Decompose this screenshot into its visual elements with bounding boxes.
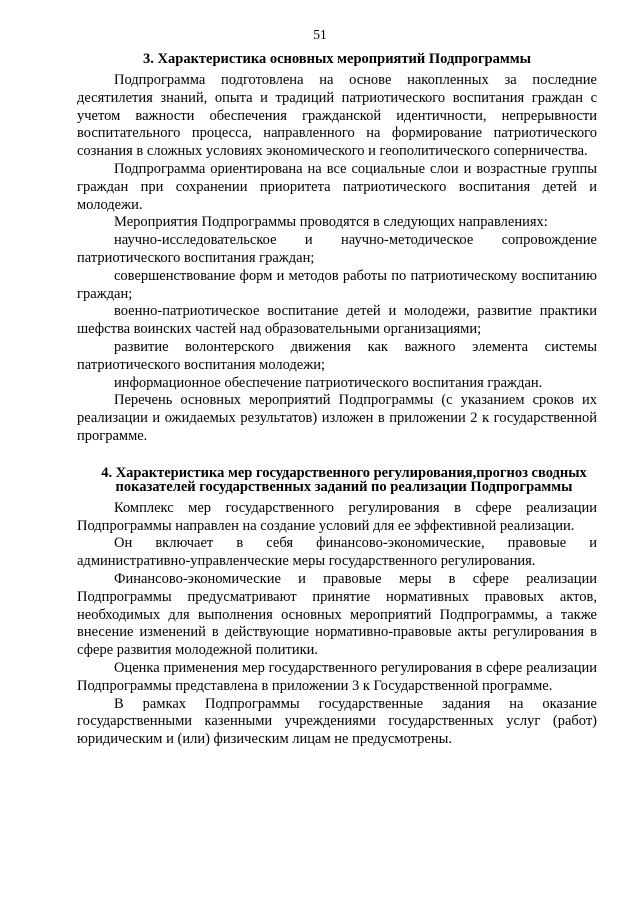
section-4-body: [77, 500, 597, 749]
list-item: информационное обеспечение патриотического воспитания граждан.: [114, 374, 543, 391]
list-item: развитие волонтерского движения как важного элемента системы патриотического воспитания молодежи;: [77, 338, 597, 373]
paragraph: Финансово-экономические и правовые меры в сфере реализации Подпрограммы предусматривают принятие нормативных правовых актов, необходимых для выполнения основных мероприятий Подпрограммы, а также внесение изменений в действующие нормативно-правовые акты регулирования в сфере развития молодежной политики.: [77, 570, 597, 659]
section-3-body: [77, 72, 597, 446]
paragraph: В рамках Подпрограммы государственные задания на оказание государственными казенными учреждениями государственных услуг (работ) юридическим и (или) физическим лицам не предусмотрены.: [77, 695, 597, 748]
section-4-title: 4. Характеристика мер государственного регулирования,прогноз сводных показателей государственных заданий по реализации Подпрограммы: [101, 464, 587, 495]
list-item: научно-исследовательское и научно-методическое сопровождение патриотического воспитания граждан;: [77, 232, 597, 266]
paragraph: Подпрограмма ориентирована на все социальные слои и возрастные группы граждан при сохранении приоритета патриотического воспитания детей и молодежи.: [77, 160, 597, 213]
section-3-title: 3. Характеристика основных мероприятий Подпрограммы: [143, 51, 531, 67]
paragraph: Оценка применения мер государственного регулирования в сфере реализации Подпрограммы представлена в приложении 3 к Государственной программе.: [77, 659, 597, 694]
list-item: совершенствование форм и методов работы по патриотическому воспитанию граждан;: [77, 267, 597, 302]
paragraph: Комплекс мер государственного регулирования в сфере реализации Подпрограммы направлен на создание условий для ее эффективной реализации.: [77, 499, 597, 534]
page-content: [77, 52, 597, 749]
paragraph: Подпрограмма подготовлена на основе накопленных за последние десятилетия знаний, опыта и традиций патриотического воспитания граждан с учетом важности обеспечения гражданской идентичности, непрерывности воспитательного процесса, направленного на формирование патриотического сознания в сложных условиях экономического и геополитического соперничества.: [77, 72, 597, 160]
page-number: 51: [313, 27, 327, 42]
paragraph: Перечень основных мероприятий Подпрограммы (с указанием сроков их реализации и ожидаемых результатов) изложен в приложении 2 к государственной программе.: [77, 392, 597, 444]
paragraph: Он включает в себя финансово-экономические, правовые и административно-управленческие меры государственного регулирования.: [77, 535, 597, 570]
list-item: военно-патриотическое воспитание детей и молодежи, развитие практики шефства воинских частей над образовательными организациями;: [77, 303, 597, 338]
paragraph: Мероприятия Подпрограммы проводятся в следующих направлениях:: [114, 214, 548, 231]
